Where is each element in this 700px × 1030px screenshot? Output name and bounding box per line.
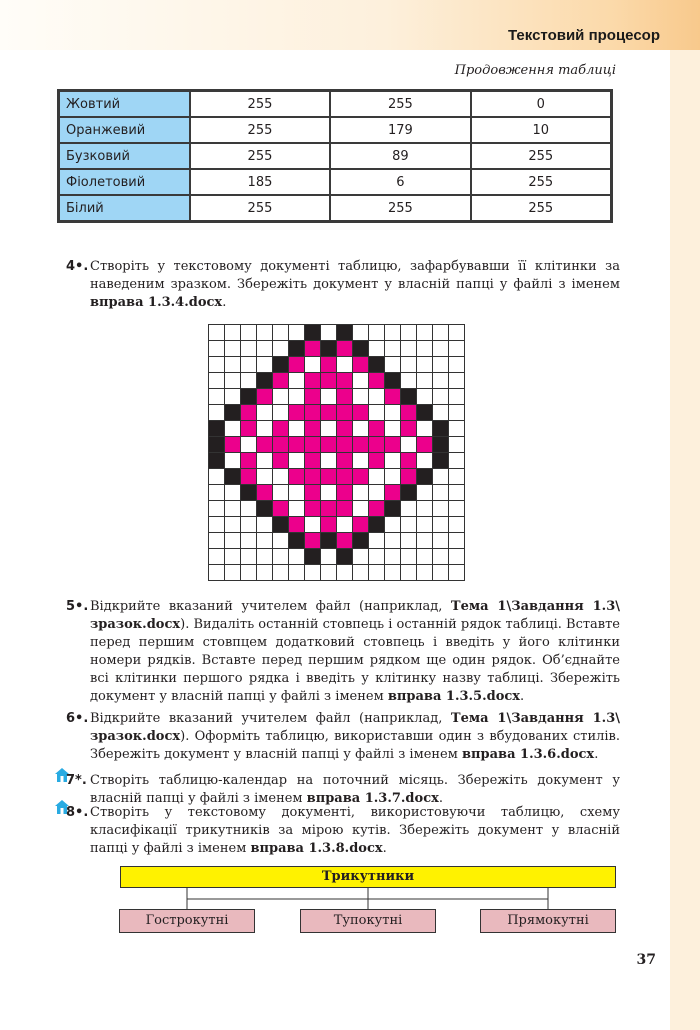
file-name: вправа 1.3.4.docx bbox=[90, 295, 223, 310]
file-name: вправа 1.3.6.docx bbox=[462, 747, 595, 762]
color-value-cell: 255 bbox=[190, 143, 330, 169]
color-value-cell: 10 bbox=[471, 117, 611, 143]
task-number: 8•. bbox=[66, 805, 89, 820]
diagram-child-box: Прямокутні bbox=[480, 909, 616, 933]
file-name: вправа 1.3.7.docx bbox=[306, 791, 439, 806]
task-text: Створіть у текстовому документі, використовуючи таблицю, схему класифікації трикутників за мірою кутів. Збережіть документ у власній папці у файлі з іменем bbox=[90, 805, 620, 856]
task-text: . bbox=[222, 295, 227, 310]
task-number: 4•. bbox=[66, 259, 89, 274]
page-header-title: Текстовий процесор bbox=[508, 27, 660, 44]
color-value-cell: 255 bbox=[471, 169, 611, 195]
table-continuation-label: Продовження таблиці bbox=[454, 63, 616, 78]
color-value-cell: 255 bbox=[190, 195, 330, 221]
color-name-cell: Фіолетовий bbox=[59, 169, 190, 195]
task-text: ). Видаліть останній стовпець і останній рядок таблиці. Вставте перед першим стовпцем додатковий стовпець і введіть у його клітинки номери рядків. Вставте перед першим рядком ще один рядок. Об’єднайте всі клітинки першого рядка і введіть у клітинку назву таблиці. Збережіть документ у власній папці у файлі з іменем bbox=[90, 617, 620, 704]
color-name-cell: Оранжевий bbox=[59, 117, 190, 143]
diagram-root-box: Трикутники bbox=[120, 866, 616, 888]
color-value-cell: 255 bbox=[190, 117, 330, 143]
page-number: 37 bbox=[636, 952, 656, 968]
task-number: 6•. bbox=[66, 711, 89, 726]
task-text: . bbox=[438, 791, 443, 806]
color-value-cell: 255 bbox=[471, 195, 611, 221]
color-value-cell: 0 bbox=[471, 91, 611, 117]
file-name: вправа 1.3.5.docx bbox=[387, 689, 521, 704]
color-name-cell: Бузковий bbox=[59, 143, 190, 169]
task-number: 5•. bbox=[66, 599, 89, 614]
task-text: Створіть таблицю-календар на поточний місяць. Збережіть документ у власній папці у файлі з іменем bbox=[90, 773, 620, 806]
task-text: Створіть у текстовому документі таблицю, зафарбувавши її клітинки за наведеним зразком. Збережіть документ у власній папці у файлі з іменем bbox=[90, 259, 620, 292]
task-text: . bbox=[594, 747, 599, 762]
task-text: . bbox=[382, 841, 387, 856]
color-name-cell: Білий bbox=[59, 195, 190, 221]
task-text: Відкрийте вказаний учителем файл (наприклад, bbox=[90, 599, 451, 614]
color-value-cell: 89 bbox=[330, 143, 470, 169]
color-value-cell: 255 bbox=[190, 91, 330, 117]
file-name: вправа 1.3.8.docx bbox=[250, 841, 383, 856]
task-text: ). Оформіть таблицю, використавши один з вбудованих стилів. Збережіть документ у власній папці у файлі з іменем bbox=[90, 729, 620, 762]
task-number: 7*. bbox=[66, 773, 87, 788]
task-text: . bbox=[520, 689, 525, 704]
color-value-cell: 6 bbox=[330, 169, 470, 195]
color-value-cell: 185 bbox=[190, 169, 330, 195]
color-value-cell: 255 bbox=[471, 143, 611, 169]
color-name-cell: Жовтий bbox=[59, 91, 190, 117]
color-value-cell: 179 bbox=[330, 117, 470, 143]
file-path: Тема 1\Завдання 1.3\ зразок.docx bbox=[90, 711, 620, 744]
task-text: Відкрийте вказаний учителем файл (наприклад, bbox=[90, 711, 451, 726]
diagram-child-box: Гострокутні bbox=[119, 909, 255, 933]
file-path: Тема 1\Завдання 1.3\ зразок.docx bbox=[90, 599, 620, 632]
diagram-child-box: Тупокутні bbox=[300, 909, 436, 933]
color-value-cell: 255 bbox=[330, 195, 470, 221]
color-value-cell: 255 bbox=[330, 91, 470, 117]
